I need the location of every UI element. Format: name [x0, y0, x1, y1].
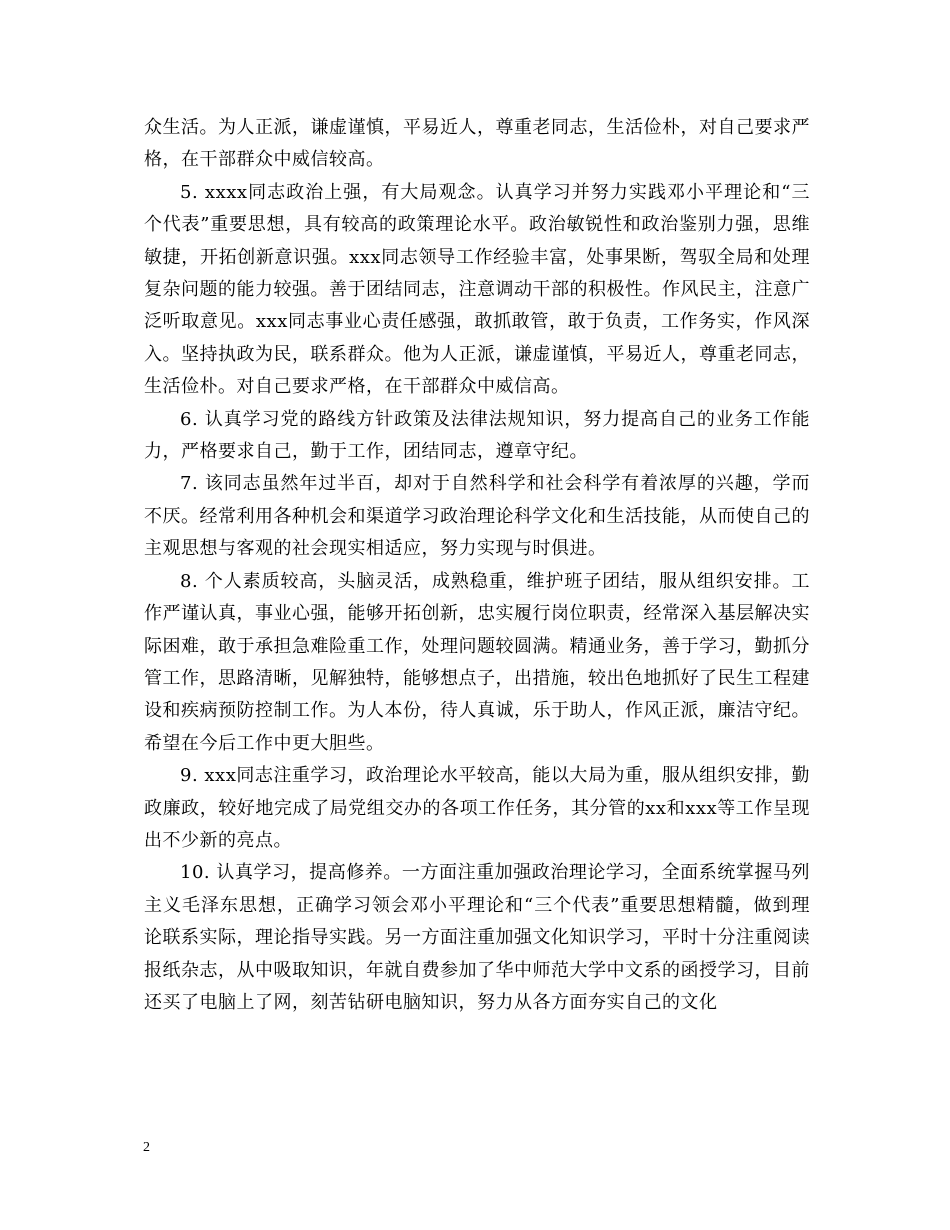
paragraph-item-8: 8. 个人素质较高，头脑灵活，成熟稳重，维护班子团结，服从组织安排。工作严谨认真，事业心强，能够开拓创新，忠实履行岗位职责，经常深入基层解决实际困难，敢于承担急难险重工作，处理问题较圆满。精通业务，善于学习，勤抓分管工作，思路清晰，见解独特，能够想点子，出措施，较出色地抓好了民生工程建设和疾病预防控制工作。为人本份，待人真诚，乐于助人，作风正派，廉洁守纪。希望在今后工作中更大胆些。 — [144, 570, 810, 754]
paragraph-item-5: 5. xxxx同志政治上强，有大局观念。认真学习并努力实践邓小平理论和“三个代表”重要思想，具有较高的政策理论水平。政治敏锐性和政治鉴别力强，思维敏捷，开拓创新意识强。xxx同志领导工作经验丰富，处事果断，驾驭全局和处理复杂问题的能力较强。善于团结同志，注意调动干部的积极性。作风民主，注意广泛听取意见。xxx同志事业心责任感强，敢抓敢管，敢于负责，工作务实，作风深入。坚持执政为民，联系群众。他为人正派，谦虚谨慎，平易近人，尊重老同志，生活俭朴。对自己要求严格，在干部群众中威信高。 — [144, 181, 810, 398]
document-body — [144, 112, 810, 1019]
paragraph-continued: 众生活。为人正派，谦虚谨慎，平易近人，尊重老同志，生活俭朴，对自己要求严格，在干部群众中威信较高。 — [144, 117, 810, 171]
paragraph-item-6: 6. 认真学习党的路线方针政策及法律法规知识，努力提高自己的业务工作能力，严格要求自己，勤于工作，团结同志，遵章守纪。 — [144, 408, 810, 463]
paragraph-item-10: 10. 认真学习，提高修养。一方面注重加强政治理论学习，全面系统掌握马列主义毛泽东思想，正确学习领会邓小平理论和“三个代表”重要思想精髓，做到理论联系实际，理论指导实践。另一方面注重加强文化知识学习，平时十分注重阅读报纸杂志，从中吸取知识，年就自费参加了华中师范大学中文系的函授学习，目前还买了电脑上了网，刻苦钻研电脑知识，努力从各方面夯实自己的文化 — [144, 862, 810, 1013]
paragraph-item-9: 9. xxx同志注重学习，政治理论水平较高，能以大局为重，服从组织安排，勤政廉政，较好地完成了局党组交办的各项工作任务，其分管的xx和xxx等工作呈现出不少新的亮点。 — [144, 765, 810, 851]
paragraph-item-7: 7. 该同志虽然年过半百，却对于自然科学和社会科学有着浓厚的兴趣，学而不厌。经常利用各种机会和渠道学习政治理论科学文化和生活技能，从而使自己的主观思想与客观的社会现实相适应，努力实现与时俱进。 — [144, 473, 810, 560]
page-number: 2 — [143, 1140, 150, 1155]
